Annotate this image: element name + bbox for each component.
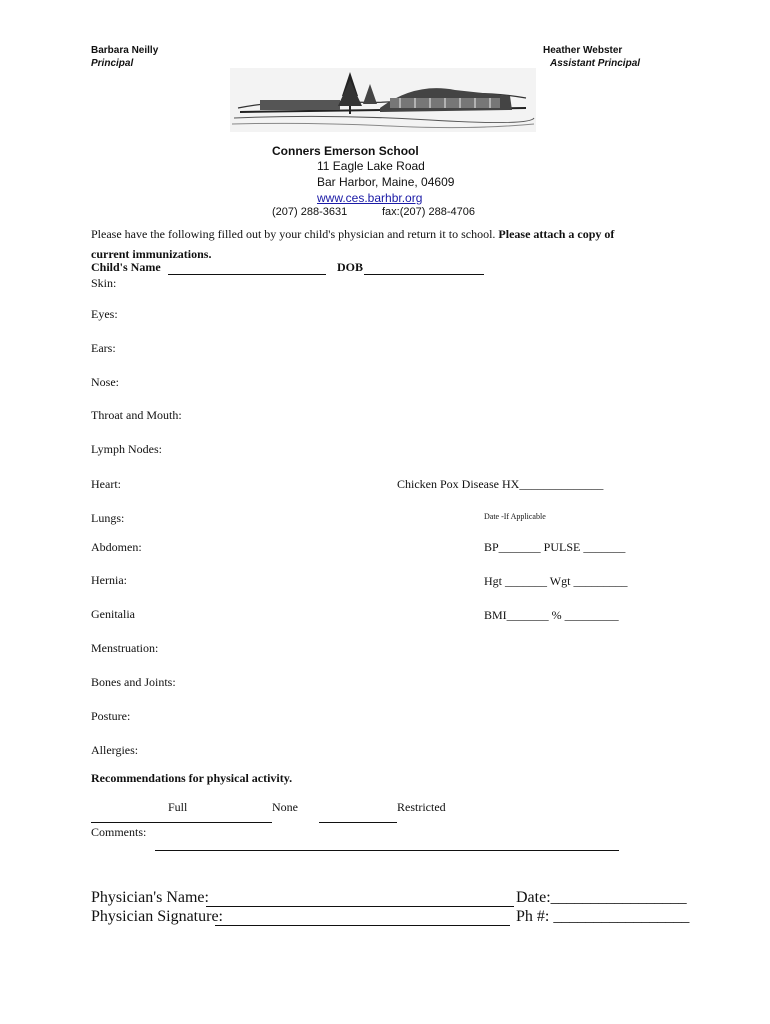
activity-full-label: Full — [168, 800, 188, 814]
nose-label: Nose: — [91, 375, 119, 389]
chicken-pox-field[interactable]: Chicken Pox Disease HX______________ — [397, 477, 604, 491]
lungs-label: Lungs: — [91, 511, 125, 525]
physician-signature-field[interactable] — [215, 925, 510, 926]
menstruation-label: Menstruation: — [91, 641, 159, 655]
school-street: 11 Eagle Lake Road — [317, 159, 425, 173]
school-phone: (207) 288-3631 — [272, 206, 348, 218]
bmi-field[interactable]: BMI_______ % _________ — [484, 608, 619, 622]
date-if-applicable-note: Date -If Applicable — [484, 512, 546, 521]
genitalia-label: Genitalia — [91, 607, 135, 621]
physician-name-field[interactable] — [206, 906, 514, 907]
assistant-principal-name: Heather Webster — [543, 45, 623, 56]
skin-label: Skin: — [91, 276, 117, 290]
comments-label: Comments: — [91, 825, 147, 839]
school-website-link[interactable]: www.ces.barhbr.org — [317, 191, 423, 205]
throat-mouth-label: Throat and Mouth: — [91, 408, 182, 422]
activity-heading: Recommendations for physical activity. — [91, 771, 293, 785]
bp-pulse-field[interactable]: BP_______ PULSE _______ — [484, 540, 626, 554]
lymph-nodes-label: Lymph Nodes: — [91, 442, 162, 456]
school-name: Conners Emerson School — [272, 144, 419, 158]
physician-phone-field[interactable]: Ph #: _________________ — [516, 908, 690, 925]
bones-joints-label: Bones and Joints: — [91, 675, 176, 689]
heart-label: Heart: — [91, 477, 121, 491]
child-name-field[interactable] — [168, 274, 326, 275]
eyes-label: Eyes: — [91, 307, 118, 321]
dob-field[interactable] — [364, 274, 484, 275]
date-field[interactable]: Date:_________________ — [516, 889, 687, 906]
child-name-label: Child's Name — [91, 260, 161, 274]
physician-signature-label: Physician Signature: — [91, 908, 223, 925]
activity-restricted-label: Restricted — [397, 800, 446, 814]
allergies-label: Allergies: — [91, 743, 139, 757]
activity-none-field[interactable] — [319, 822, 397, 823]
principal-name: Barbara Neilly — [91, 45, 159, 56]
posture-label: Posture: — [91, 709, 131, 723]
hernia-label: Hernia: — [91, 573, 127, 587]
abdomen-label: Abdomen: — [91, 540, 142, 554]
school-city: Bar Harbor, Maine, 04609 — [317, 175, 455, 189]
comments-field[interactable] — [155, 850, 619, 851]
ears-label: Ears: — [91, 341, 116, 355]
instructions-bold-1: Please attach a copy of — [498, 227, 615, 241]
instructions-paragraph — [91, 224, 661, 264]
principal-role: Principal — [91, 58, 134, 69]
activity-full-field[interactable] — [91, 822, 272, 823]
dob-label: DOB — [337, 260, 364, 274]
instructions-text: Please have the following filled out by your child's physician and return it to school. — [91, 227, 499, 241]
instructions-bold-2: current immunizations. — [91, 247, 212, 261]
school-fax: fax:(207) 288-4706 — [382, 206, 475, 218]
assistant-principal-role: Assistant Principal — [550, 58, 641, 69]
school-logo-image — [230, 68, 536, 132]
height-weight-field[interactable]: Hgt _______ Wgt _________ — [484, 574, 628, 588]
physician-name-label: Physician's Name: — [91, 889, 209, 906]
activity-none-label: None — [272, 800, 298, 814]
